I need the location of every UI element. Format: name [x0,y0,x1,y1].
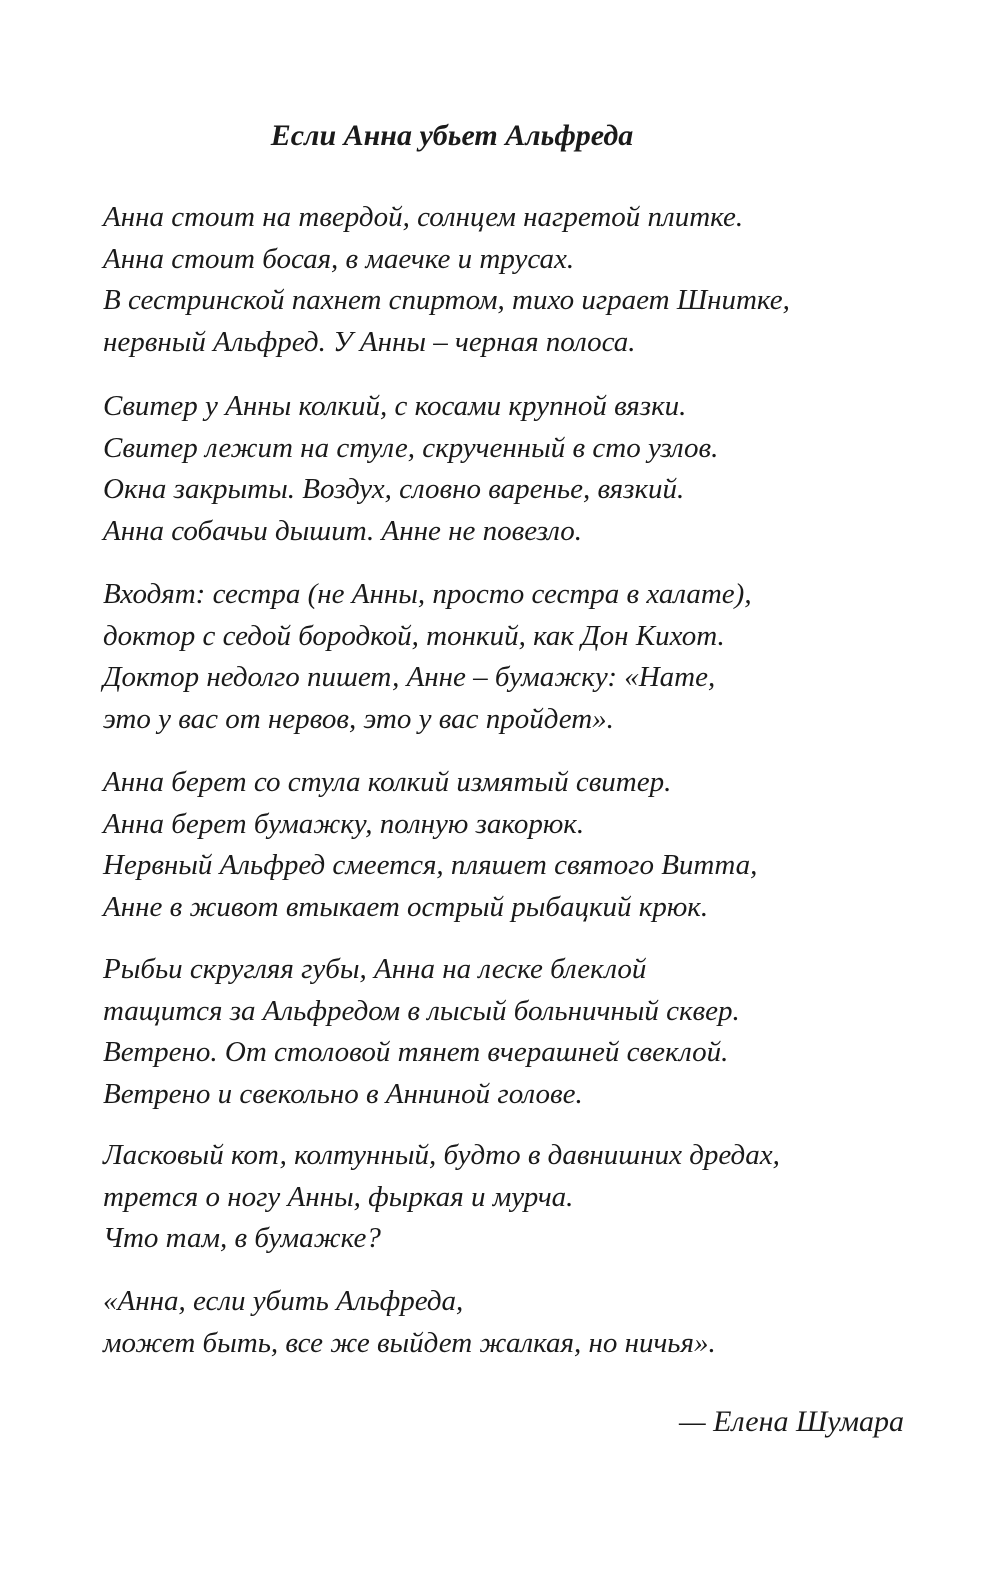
stanza-1 [103,197,963,363]
poem-line: доктор с седой бородкой, тонкий, как Дон Кихот. [103,619,725,652]
stanza-3 [103,574,963,740]
poem-line: «Анна, если убить Альфреда, [103,1285,464,1317]
poem-line: Что там, в бумажке? [103,1222,381,1254]
poem-line: Анна собачьи дышит. Анне не повезло. [103,514,583,547]
poem-line: Анне в живот втыкает острый рыбацкий крюк. [103,890,709,923]
poem-line: Анна берет со стула колкий измятый свитер. [103,766,672,798]
poem-line: тащится за Альфредом в лысый больничный сквер. [103,994,740,1027]
poem-line: нервный Альфред. У Анны – черная полоса. [103,325,636,358]
stanza-5 [103,949,963,1115]
poem-line: может быть, все же выйдет жалкая, но ничья». [103,1326,716,1359]
poem-line: Рыбьи скругляя губы, Анна на леске блеклой [103,953,647,985]
poem-line: Входят: сестра (не Анны, просто сестра в халате), [103,578,752,610]
poem-line: Ветрено и свекольно в Анниной голове. [103,1077,583,1110]
stanza-2 [103,386,963,552]
poem-line: Свитер лежит на стуле, скрученный в сто узлов. [103,431,719,464]
stanza-6 [103,1135,963,1260]
poem-signature: — Елена Шумара [678,1405,904,1438]
poem-line: Нервный Альфред смеется, пляшет святого Витта, [103,849,758,881]
poem-line: Анна берет бумажку, полную закорюк. [103,807,585,840]
poem-title-text: Если Анна убьет Альфреда [270,119,634,152]
stanza-7 [103,1281,963,1364]
poem-line: Ласковый кот, колтунный, будто в давнишних дредах, [103,1139,780,1171]
poem-line: Ветрено. От столовой тянет вчерашней свеклой. [103,1036,729,1068]
poem-line: это у вас от нервов, это у вас пройдет». [103,702,614,735]
poem-line: Окна закрыты. Воздух, словно варенье, вязкий. [103,473,685,505]
poem-line: В сестринской пахнет спиртом, тихо играет Шнитке, [103,284,790,316]
poem-title [0,116,1000,156]
poem-line: трется о ногу Анны, фыркая и мурча. [103,1180,574,1213]
poem-line: Свитер у Анны колкий, с косами крупной вязки. [103,390,687,422]
poem-line: Анна стоит на твердой, солнцем нагретой плитке. [103,201,744,233]
poem-line: Доктор недолго пишет, Анне – бумажку: «Нате, [103,661,716,693]
poem-line: Анна стоит босая, в маечке и трусах. [103,242,575,275]
stanza-4 [103,762,963,928]
